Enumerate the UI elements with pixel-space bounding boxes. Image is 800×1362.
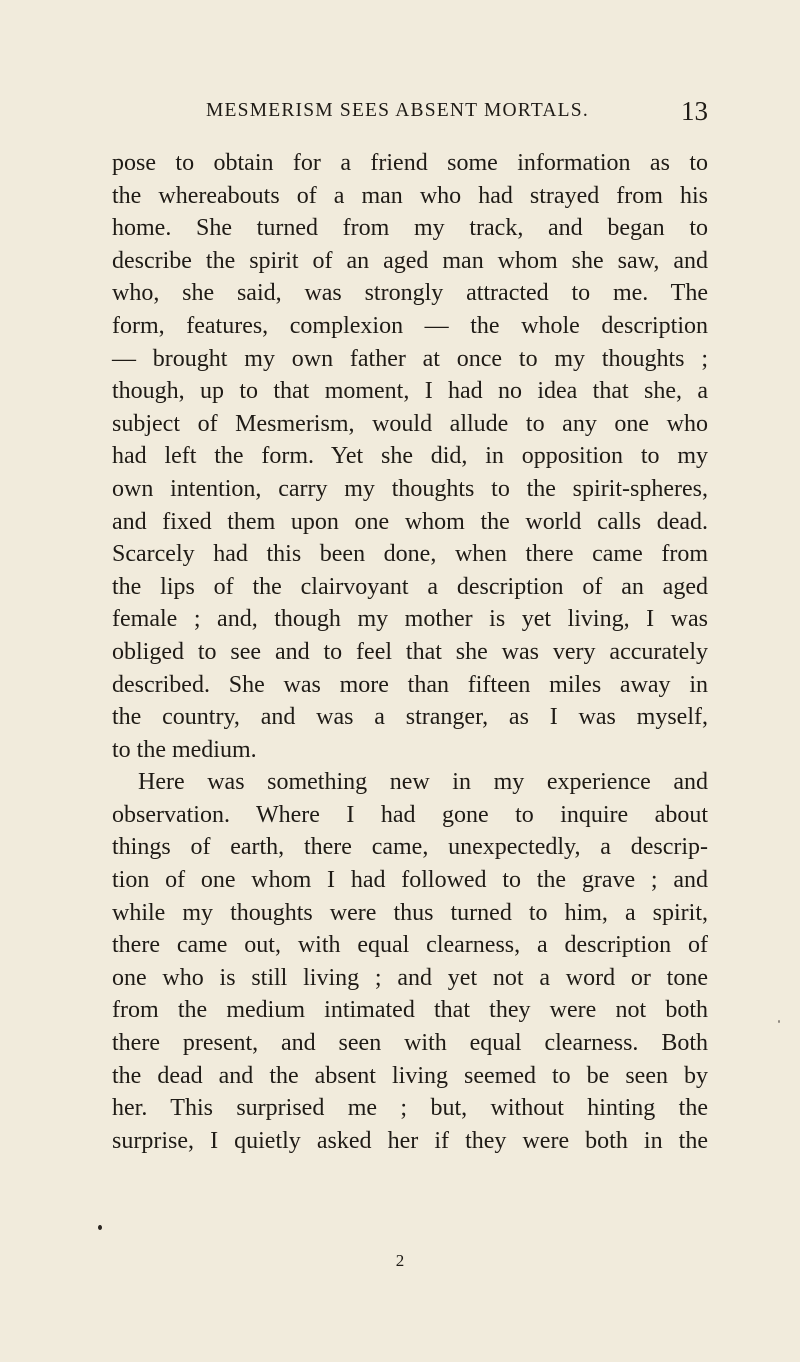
text-line: her. This surprised me ; but, without hinting the xyxy=(112,1095,708,1122)
text-line: obliged to see and to feel that she was very accurately xyxy=(112,638,708,665)
text-line: the lips of the clairvoyant a description of an aged xyxy=(112,573,708,600)
running-head-title: MESMERISM SEES ABSENT MORTALS. xyxy=(206,100,589,121)
signature-mark: 2 xyxy=(395,1251,405,1270)
body-text xyxy=(112,147,708,1157)
text-line: the dead and the absent living seemed to be seen by xyxy=(112,1062,708,1089)
text-line: one who is still living ; and yet not a word or tone xyxy=(112,964,708,991)
text-line: describe the spirit of an aged man whom she saw, and xyxy=(112,247,708,274)
text-line: own intention, carry my thoughts to the spirit-spheres, xyxy=(112,475,708,502)
text-line: observation. Where I had gone to inquire about xyxy=(112,801,708,828)
text-line: and fixed them upon one whom the world calls dead. xyxy=(112,508,708,535)
running-head xyxy=(110,98,708,128)
text-line: surprise, I quietly asked her if they were both in the xyxy=(112,1127,708,1154)
text-line: things of earth, there came, unexpectedly, a descrip- xyxy=(112,834,708,861)
text-line: while my thoughts were thus turned to him, a spirit, xyxy=(112,899,708,926)
print-speck xyxy=(98,1225,102,1230)
print-speck xyxy=(778,1020,780,1023)
text-line: though, up to that moment, I had no idea that she, a xyxy=(112,378,708,405)
text-line: described. She was more than fifteen miles away in xyxy=(112,671,708,698)
text-line: subject of Mesmerism, would allude to any one who xyxy=(112,410,708,437)
text-line: home. She turned from my track, and began to xyxy=(112,215,708,242)
text-line: there present, and seen with equal clearness. Both xyxy=(112,1030,708,1057)
text-line: tion of one whom I had followed to the grave ; and xyxy=(112,867,708,894)
text-line: the country, and was a stranger, as I was myself, xyxy=(112,704,708,731)
text-line: had left the form. Yet she did, in opposition to my xyxy=(112,443,708,470)
text-line: the whereabouts of a man who had strayed from his xyxy=(112,182,708,209)
text-line: to the medium. xyxy=(112,736,257,763)
page-number: 13 xyxy=(681,96,708,126)
text-line: form, features, complexion — the whole description xyxy=(112,312,708,339)
text-line: female ; and, though my mother is yet living, I was xyxy=(112,606,708,633)
text-line: pose to obtain for a friend some information as to xyxy=(112,150,708,176)
text-line: Scarcely had this been done, when there came from xyxy=(112,541,708,568)
text-line: Here was something new in my experience and xyxy=(138,769,708,796)
text-line: — brought my own father at once to my thoughts ; xyxy=(112,345,708,372)
text-line: there came out, with equal clearness, a description of xyxy=(112,932,708,959)
text-line: who, she said, was strongly attracted to me. The xyxy=(112,280,708,307)
text-line: from the medium intimated that they were not both xyxy=(112,997,708,1024)
